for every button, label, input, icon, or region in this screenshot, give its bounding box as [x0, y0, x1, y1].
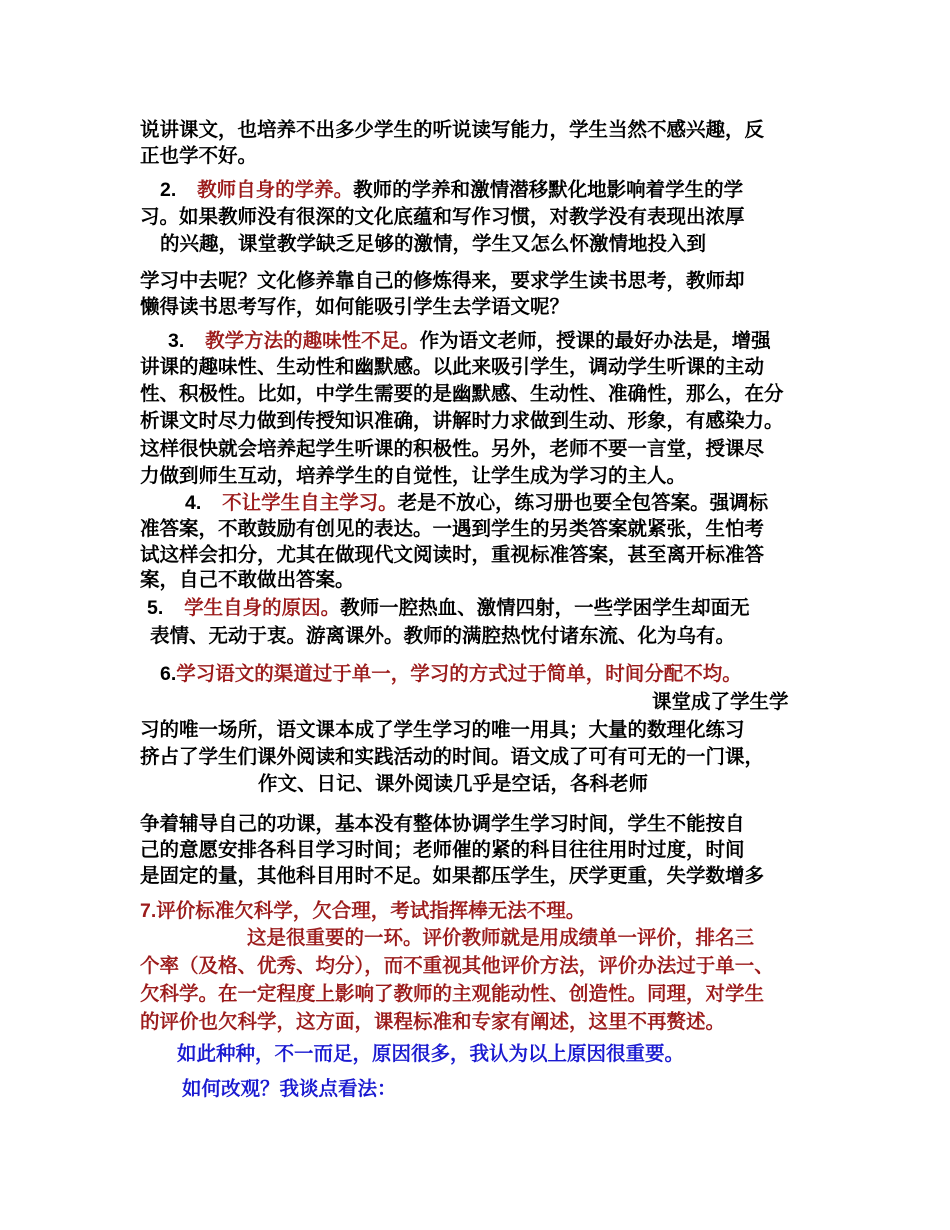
section-2-number: 2.	[160, 179, 177, 201]
text-line: 挤占了学生们课外阅读和实践活动的时间。语文成了可有可无的一门课，	[140, 745, 765, 768]
text-line: 表情、无动于衷。游离课外。教师的满腔热忱付诸东流、化为乌有。	[150, 624, 736, 647]
section-4-text: 老是不放心，练习册也要全包答案。强调标	[397, 491, 769, 514]
text-line: 析课文时尽力做到传授知识准确，讲解时力求做到生动、形象，有感染力。	[140, 409, 784, 432]
section-6-number: 6.	[160, 663, 177, 685]
text-line: 准答案，不敢鼓励有创见的表达。一遇到学生的另类答案就紧张，生怕考	[140, 517, 765, 540]
text-line: 课堂成了学生学	[652, 690, 789, 713]
section-5-number: 5.	[147, 597, 164, 619]
text-line: 己的意愿安排各科目学习时间；老师催的紧的科目往往用时过度，时间	[140, 838, 745, 861]
section-2-title: 教师自身的学养。	[197, 178, 354, 201]
text-line: 试这样会扣分，尤其在做现代文阅读时，重视标准答案，甚至离开标准答	[140, 543, 765, 566]
text-line: 争着辅导自己的功课，基本没有整体协调学生学习时间，学生不能按自	[140, 812, 745, 835]
text-line: 性、积极性。比如，中学生需要的是幽默感、生动性、准确性，那么，在分	[140, 382, 784, 405]
text-line: 的评价也欠科学，这方面，课程标准和专家有阐述，这里不再赘述。	[140, 1010, 726, 1033]
section-5-title: 学生自身的原因。	[184, 596, 341, 619]
text-line: 如此种种，不一而足，原因很多，我认为以上原因很重要。	[177, 1042, 685, 1065]
text-line: 欠科学。在一定程度上影响了教师的主观能动性、创造性。同理，对学生	[140, 982, 765, 1005]
section-7-title: 评价标准欠科学，欠合理，考试指挥棒无法不理。	[156, 899, 586, 922]
section-5-text: 教师一腔热血、激情四射，一些学困学生却面无	[340, 596, 750, 619]
section-3-title: 教学方法的趣味性不足。	[205, 329, 420, 352]
section-6-line	[160, 661, 742, 687]
text-line: 习的唯一场所，语文课本成了学生学习的唯一用具；大量的数理化练习	[140, 718, 745, 741]
text-line: 如何改观？我谈点看法：	[182, 1077, 397, 1100]
text-line: 是固定的量，其他科目用时不足。如果都压学生，厌学更重，失学数增多	[140, 864, 765, 887]
section-7-number: 7.	[140, 900, 157, 922]
section-5-line	[147, 595, 750, 621]
text-line: 作文、日记、课外阅读几乎是空话，各科老师	[258, 772, 649, 795]
text-line: 力做到师生互动，培养学生的自觉性，让学生成为学习的主人。	[140, 464, 687, 487]
text-line: 懒得读书思考写作，如何能吸引学生去学语文呢？	[140, 295, 570, 318]
text-line: 案，自己不敢做出答案。	[140, 568, 355, 591]
text-line: 这样很快就会培养起学生听课的积极性。另外，老师不要一言堂，授课尽	[140, 437, 765, 460]
section-4-line	[185, 490, 768, 516]
section-7-line	[140, 898, 585, 924]
text-line: 的兴趣，课堂教学缺乏足够的激情，学生又怎么怀激情地投入到	[160, 232, 707, 255]
text-line: 讲课的趣味性、生动性和幽默感。以此来吸引学生，调动学生听课的主动	[140, 355, 765, 378]
section-4-number: 4.	[185, 492, 202, 514]
text-line: 学习中去呢？文化修养靠自己的修炼得来，要求学生读书思考，教师却	[140, 269, 745, 292]
section-6-title: 学习语文的渠道过于单一，学习的方式过于简单，时间分配不均。	[176, 662, 742, 685]
text-line: 这是很重要的一环。评价教师就是用成绩单一评价，排名三	[247, 926, 755, 949]
text-line: 个率（及格、优秀、均分），而不重视其他评价方法，评价办法过于单一、	[140, 954, 774, 977]
section-2-line	[160, 177, 743, 203]
text-line: 正也学不好。	[140, 144, 258, 167]
section-3-text: 作为语文老师，授课的最好办法是，增强	[419, 329, 771, 352]
section-3-line	[168, 328, 771, 354]
section-4-title: 不让学生自主学习。	[222, 491, 398, 514]
section-3-number: 3.	[168, 330, 185, 352]
text-line: 说讲课文，也培养不出多少学生的听说读写能力，学生当然不感兴趣，反	[140, 118, 765, 141]
section-2-text: 教师的学养和激情潜移默化地影响着学生的学	[353, 178, 744, 201]
text-line: 习。如果教师没有很深的文化底蕴和写作习惯，对教学没有表现出浓厚	[140, 205, 745, 228]
